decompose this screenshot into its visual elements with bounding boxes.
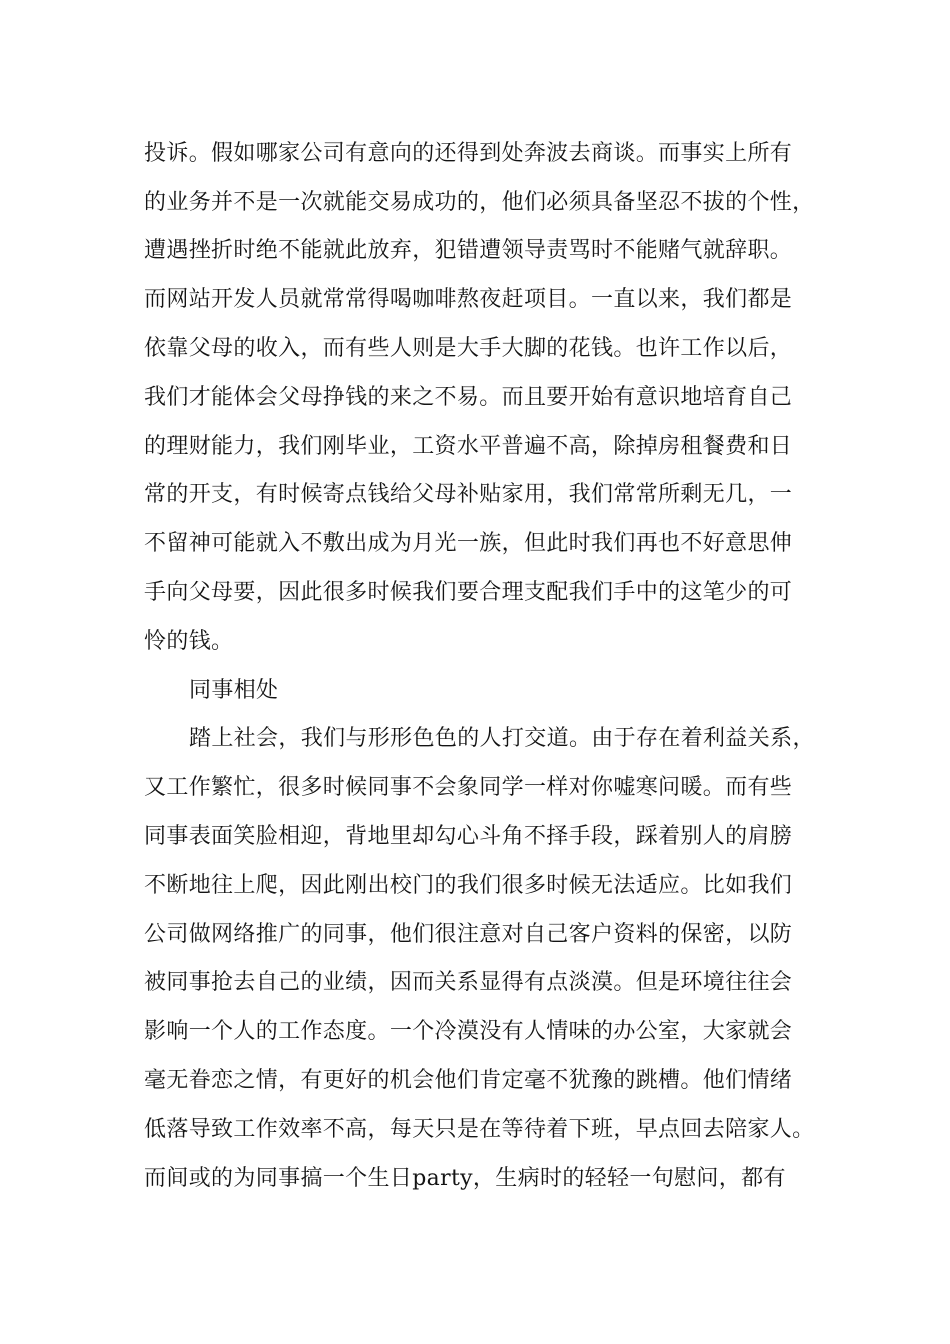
text-line: 同事表面笑脸相迎，背地里却勾心斗角不择手段，踩着别人的肩膀 xyxy=(144,824,793,849)
text-line: 手向父母要，因此很多时候我们要合理支配我们手中的这笔少的可 xyxy=(144,580,793,605)
text-line: 不留神可能就入不敷出成为月光一族，但此时我们再也不好意思伸 xyxy=(144,531,793,556)
text-line: 毫无眷恋之情，有更好的机会他们肯定毫不犹豫的跳槽。他们情绪 xyxy=(144,1068,793,1093)
text-line: 被同事抢去自己的业绩，因而关系显得有点淡漠。但是环境往往会 xyxy=(144,970,793,995)
section-heading: 同事相处 xyxy=(189,678,279,703)
text-line: 踏上社会，我们与形形色色的人打交道。由于存在着利益关系， xyxy=(189,726,815,751)
text-line: 投诉。假如哪家公司有意向的还得到处奔波去商谈。而事实上所有 xyxy=(144,141,793,166)
text-line: 的业务并不是一次就能交易成功的，他们必须具备坚忍不拔的个性， xyxy=(144,190,815,215)
text-line: 又工作繁忙，很多时候同事不会象同学一样对你嘘寒问暖。而有些 xyxy=(144,775,793,800)
text-line: 怜的钱。 xyxy=(144,629,234,654)
text-line: 而间或的为同事搞一个生日party，生病时的轻轻一句慰问，都有 xyxy=(144,1166,786,1191)
text-line: 影响一个人的工作态度。一个冷漠没有人情味的办公室，大家就会 xyxy=(144,1019,793,1044)
text-line: 公司做网络推广的同事，他们很注意对自己客户资料的保密，以防 xyxy=(144,922,793,947)
text-line: 遭遇挫折时绝不能就此放弃，犯错遭领导责骂时不能赌气就辞职。 xyxy=(144,238,793,263)
text-line: 低落导致工作效率不高，每天只是在等待着下班，早点回去陪家人。 xyxy=(144,1117,815,1142)
text-line: 常的开支，有时候寄点钱给父母补贴家用，我们常常所剩无几，一 xyxy=(144,482,793,507)
text-line: 的理财能力，我们刚毕业，工资水平普遍不高，除掉房租餐费和日 xyxy=(144,434,793,459)
text-line: 依靠父母的收入，而有些人则是大手大脚的花钱。也许工作以后， xyxy=(144,336,793,361)
text-line: 而网站开发人员就常常得喝咖啡熬夜赶项目。一直以来，我们都是 xyxy=(144,287,793,312)
text-line: 不断地往上爬，因此刚出校门的我们很多时候无法适应。比如我们 xyxy=(144,873,793,898)
text-line: 我们才能体会父母挣钱的来之不易。而且要开始有意识地培育自己 xyxy=(144,385,793,410)
